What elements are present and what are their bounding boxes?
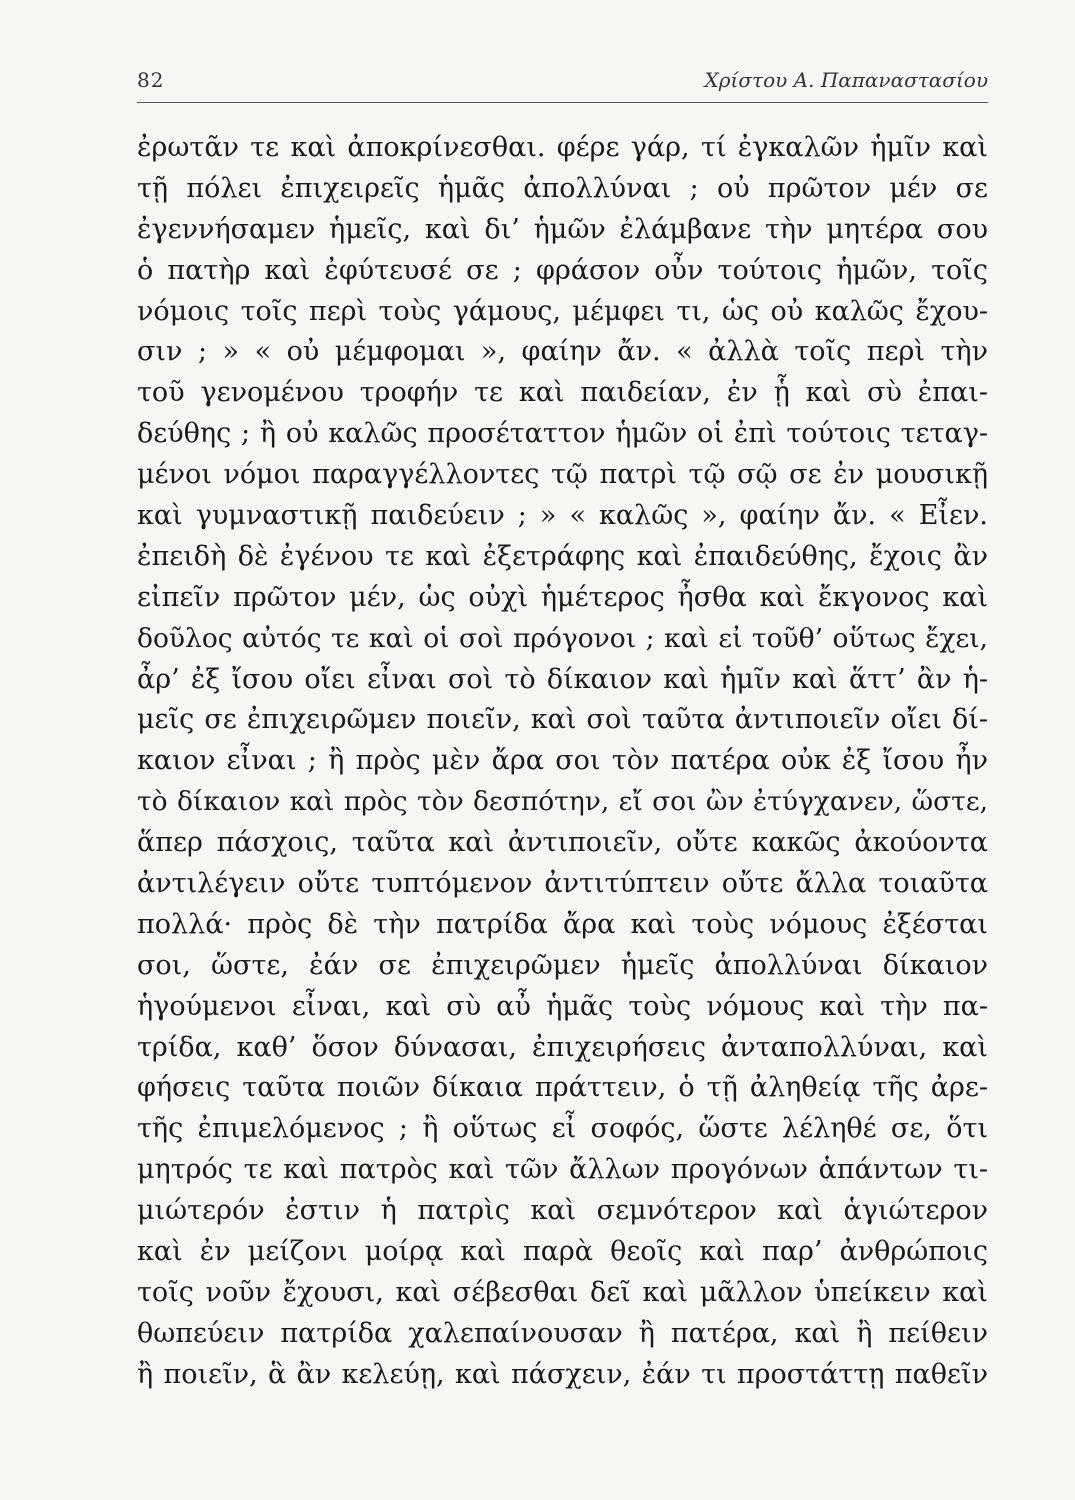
- text-line: φήσεις ταῦτα ποιῶν δίκαια πράττειν, ὁ τῇ ἀληθείᾳ τῆς ἀρε-: [137, 1072, 988, 1104]
- text-line: ἐρωτᾶν τε καὶ ἀποκρίνεσθαι. φέρε γάρ, τί ἐγκαλῶν ἡμῖν καὶ: [137, 132, 988, 163]
- text-line: καὶ γυμναστικῇ παιδεύειν ; » « καλῶς », φαίην ἄν. « Εἶεν.: [137, 500, 988, 532]
- page-number: 82: [137, 68, 165, 92]
- body-text: [137, 128, 988, 1396]
- page-header: [137, 64, 988, 96]
- text-line: δοῦλος αὐτός τε καὶ οἱ σοὶ πρόγονοι ; καὶ εἰ τοῦθ’ οὕτως ἔχει,: [137, 622, 988, 654]
- text-line: τῆς ἐπιμελόμενος ; ἢ οὕτως εἶ σοφός, ὥστε λέληθέ σε, ὅτι: [137, 1113, 988, 1145]
- text-line: νόμοις τοῖς περὶ τοὺς γάμους, μέμφει τι, ὡς οὐ καλῶς ἔχου-: [137, 295, 988, 327]
- text-line: ἆρ’ ἐξ ἴσου οἴει εἶναι σοὶ τὸ δίκαιον καὶ ἡμῖν καὶ ἅττ’ ἂν ἡ-: [137, 663, 988, 695]
- text-line: ἡγούμενοι εἶναι, καὶ σὺ αὖ ἡμᾶς τοὺς νόμους καὶ τὴν πα-: [137, 990, 988, 1022]
- text-line: ἅπερ πάσχοις, ταῦτα καὶ ἀντιποιεῖν, οὔτε κακῶς ἀκούοντα: [137, 827, 988, 859]
- text-line: μητρός τε καὶ πατρὸς καὶ τῶν ἄλλων προγόνων ἁπάντων τι-: [137, 1154, 988, 1186]
- text-line: καιον εἶναι ; ἢ πρὸς μὲν ἄρα σοι τὸν πατέρα οὐκ ἐξ ἴσου ἦν: [137, 745, 988, 777]
- header-rule: [137, 102, 988, 103]
- text-line: ὁ πατὴρ καὶ ἐφύτευσέ σε ; φράσον οὖν τούτοις ἡμῶν, τοῖς: [137, 254, 988, 286]
- text-line: ἐγεννήσαμεν ἡμεῖς, καὶ δι’ ἡμῶν ἐλάμβανε τὴν μητέρα σου: [137, 213, 988, 245]
- text-line: μένοι νόμοι παραγγέλλοντες τῷ πατρὶ τῷ σῷ σε ἐν μουσικῇ: [137, 459, 988, 491]
- text-line: τῇ πόλει ἐπιχειρεῖς ἡμᾶς ἀπολλύναι ; οὐ πρῶτον μέν σε: [137, 172, 988, 204]
- text-line: πολλά· πρὸς δὲ τὴν πατρίδα ἄρα καὶ τοὺς νόμους ἐξέσται: [137, 908, 988, 940]
- text-line: θωπεύειν πατρίδα χαλεπαίνουσαν ἢ πατέρα, καὶ ἢ πείθειν: [137, 1317, 988, 1349]
- text-line: ἢ ποιεῖν, ἃ ἂν κελεύῃ, καὶ πάσχειν, ἐάν τι προστάττῃ παθεῖν: [137, 1358, 988, 1390]
- text-line: τρίδα, καθ’ ὅσον δύνασαι, ἐπιχειρήσεις ἀνταπολλύναι, καὶ: [137, 1031, 988, 1063]
- text-line: σοι, ὥστε, ἐάν σε ἐπιχειρῶμεν ἡμεῖς ἀπολλύναι δίκαιον: [137, 949, 988, 981]
- text-line: τοῖς νοῦν ἔχουσι, καὶ σέβεσθαι δεῖ καὶ μᾶλλον ὑπείκειν καὶ: [137, 1276, 988, 1308]
- text-line: σιν ; » « οὐ μέμφομαι », φαίην ἄν. « ἀλλὰ τοῖς περὶ τὴν: [137, 336, 988, 368]
- running-head: Χρίστου Α. Παπαναστασίου: [704, 68, 988, 92]
- text-line: ἐπειδὴ δὲ ἐγένου τε καὶ ἐξετράφης καὶ ἐπαιδεύθης, ἔχοις ἂν: [137, 540, 988, 572]
- text-line: μιώτερόν ἐστιν ἡ πατρὶς καὶ σεμνότερον καὶ ἁγιώτερον: [137, 1195, 988, 1227]
- text-line: μεῖς σε ἐπιχειρῶμεν ποιεῖν, καὶ σοὶ ταῦτα ἀντιποιεῖν οἴει δί-: [137, 704, 988, 736]
- text-line: δεύθης ; ἢ οὐ καλῶς προσέταττον ἡμῶν οἱ ἐπὶ τούτοις τεταγ-: [137, 418, 988, 450]
- text-line: εἰπεῖν πρῶτον μέν, ὡς οὐχὶ ἡμέτερος ἦσθα καὶ ἔκγονος καὶ: [137, 581, 988, 613]
- text-line: καὶ ἐν μείζονι μοίρᾳ καὶ παρὰ θεοῖς καὶ παρ’ ἀνθρώποις: [137, 1236, 988, 1268]
- text-line: ἀντιλέγειν οὔτε τυπτόμενον ἀντιτύπτειν οὔτε ἄλλα τοιαῦτα: [137, 868, 988, 900]
- text-line: τὸ δίκαιον καὶ πρὸς τὸν δεσπότην, εἴ σοι ὢν ἐτύγχανεν, ὥστε,: [137, 786, 988, 818]
- text-line: τοῦ γενομένου τροφήν τε καὶ παιδείαν, ἐν ᾗ καὶ σὺ ἐπαι-: [137, 377, 988, 409]
